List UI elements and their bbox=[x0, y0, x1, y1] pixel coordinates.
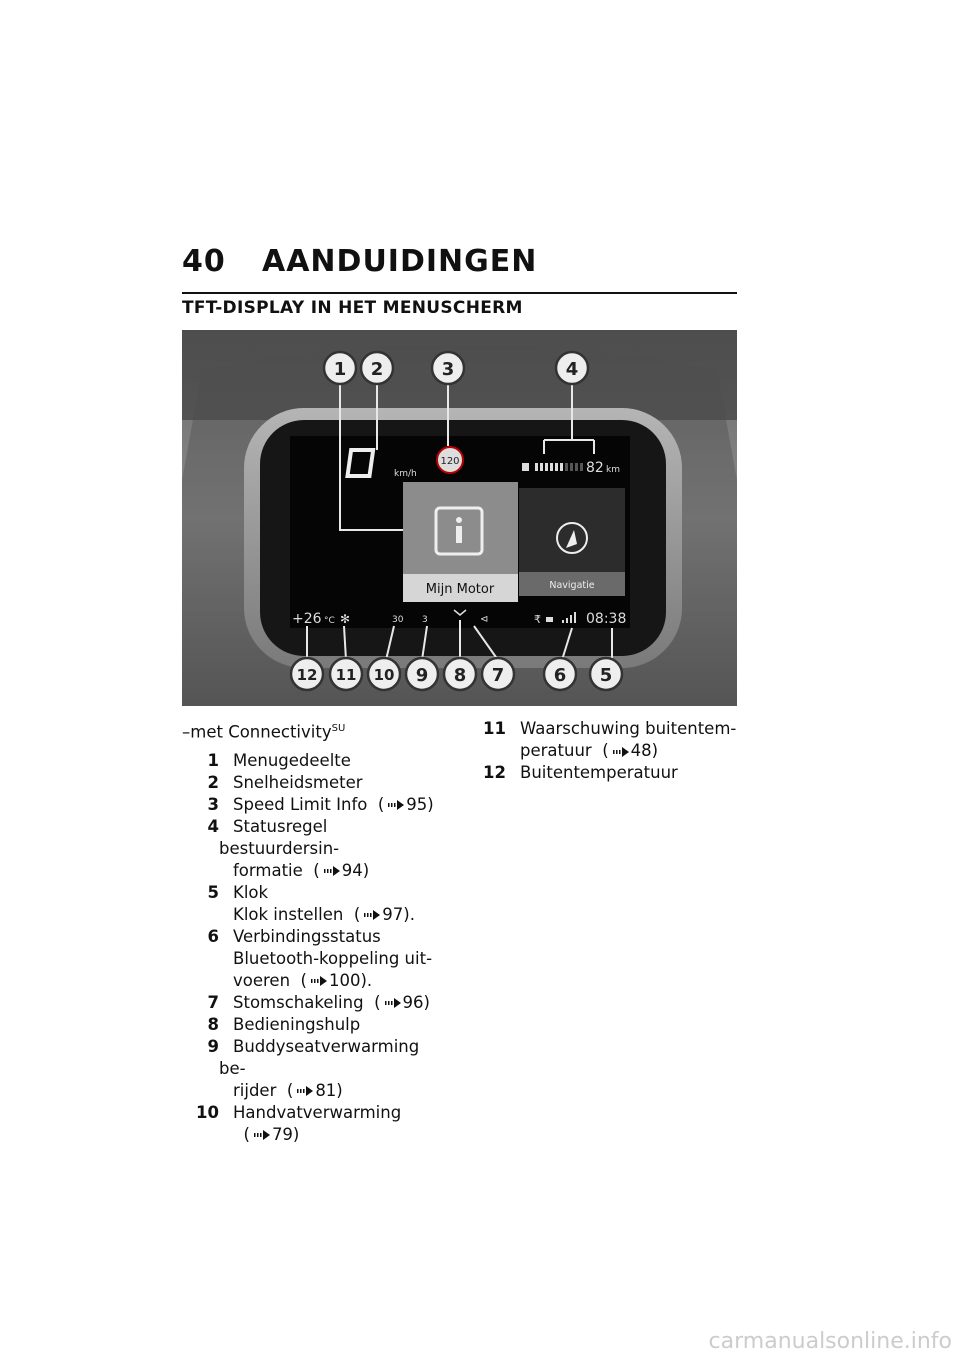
clock-value: 08:38 bbox=[586, 611, 627, 627]
page-reference[interactable]: ( 100). bbox=[290, 970, 373, 990]
page-reference[interactable]: ( 48) bbox=[591, 741, 659, 760]
legend-item-4 bbox=[182, 816, 450, 882]
legend-number: 6 bbox=[207, 926, 219, 946]
legend-number: 1 bbox=[207, 750, 219, 770]
range-value: 82 bbox=[586, 460, 604, 476]
section-title: TFT-DISPLAY IN HET MENUSCHERM bbox=[182, 298, 523, 318]
svg-text:7: 7 bbox=[491, 665, 505, 686]
legend-item-10 bbox=[182, 1102, 450, 1146]
page-reference[interactable]: ( 94) bbox=[302, 860, 370, 880]
tft-display-figure bbox=[182, 330, 737, 706]
page-reference[interactable]: ( 81) bbox=[276, 1080, 343, 1100]
temperature-value: +26 bbox=[292, 611, 322, 627]
legend-column-right bbox=[465, 718, 737, 784]
svg-text:2: 2 bbox=[370, 359, 384, 380]
callout-2 bbox=[361, 352, 393, 384]
callout-5 bbox=[590, 658, 622, 690]
legend-text: Buitentemperatuur bbox=[520, 763, 678, 782]
legend-item-9 bbox=[182, 1036, 450, 1102]
legend-number: 8 bbox=[207, 1014, 219, 1034]
header-rule bbox=[182, 292, 737, 294]
callout-4 bbox=[556, 352, 588, 384]
reference-arrow-icon bbox=[385, 998, 401, 1008]
legend-text: Waarschuwing buitentem- peratuur ( 48) bbox=[520, 719, 737, 760]
svg-text:12: 12 bbox=[296, 666, 318, 684]
page-header bbox=[182, 244, 537, 279]
chapter-title: AANDUIDINGEN bbox=[262, 244, 538, 279]
power-outlet-icon: ⊲ bbox=[480, 614, 489, 625]
legend-text: Snelheidsmeter bbox=[233, 772, 363, 792]
legend-number: 7 bbox=[207, 992, 219, 1012]
battery-icon bbox=[546, 617, 553, 622]
legend-column-left bbox=[182, 718, 450, 1146]
legend-text: Menugedeelte bbox=[233, 750, 351, 770]
callout-12 bbox=[291, 658, 323, 690]
legend-number: 11 bbox=[483, 719, 506, 738]
legend-text: Stomschakeling ( 96) bbox=[233, 992, 430, 1012]
page-reference[interactable]: ( 79) bbox=[233, 1124, 300, 1144]
phone-icon: ₹ bbox=[534, 613, 541, 626]
svg-text:11: 11 bbox=[335, 666, 357, 684]
legend-item-12 bbox=[465, 762, 737, 784]
svg-text:6: 6 bbox=[553, 665, 567, 686]
legend-number: 3 bbox=[207, 794, 219, 814]
reference-arrow-icon bbox=[297, 1086, 313, 1096]
legend-item-8 bbox=[182, 1014, 450, 1036]
legend-text: Handvatverwarming ( 79) bbox=[233, 1102, 402, 1144]
legend-item-6 bbox=[182, 926, 450, 992]
page-reference[interactable]: ( 97). bbox=[343, 904, 415, 924]
reference-arrow-icon bbox=[324, 866, 340, 876]
legend-text: Verbindingsstatus Bluetooth-koppeling uit- voeren ( 100). bbox=[233, 926, 433, 990]
watermark: carmanualsonline.info bbox=[708, 1329, 952, 1354]
legend-text: Klok Klok instellen ( 97). bbox=[233, 882, 415, 924]
svg-text:3: 3 bbox=[441, 359, 455, 380]
legend-number: 10 bbox=[196, 1102, 219, 1122]
legend-number: 5 bbox=[207, 882, 219, 902]
connectivity-note: –met Connectivity$^{SU}$ bbox=[182, 722, 346, 742]
legend-text: Buddyseatverwarming be- rijder ( 81) bbox=[219, 1036, 420, 1100]
grip-heating-level: 30 bbox=[392, 615, 404, 625]
callout-6 bbox=[544, 658, 576, 690]
svg-text:1: 1 bbox=[333, 359, 347, 380]
svg-text:5: 5 bbox=[599, 665, 613, 686]
legend-item-2 bbox=[182, 772, 450, 794]
callout-11 bbox=[330, 658, 362, 690]
legend-item-5 bbox=[182, 882, 450, 926]
svg-text:8: 8 bbox=[453, 665, 467, 686]
legend-item-3 bbox=[182, 794, 450, 816]
legend-item-11 bbox=[465, 718, 737, 762]
seat-heating-level: 3 bbox=[422, 615, 428, 625]
legend-item-1 bbox=[182, 750, 450, 772]
frost-warning-icon: ✻ bbox=[340, 612, 351, 626]
speed-limit-value: 120 bbox=[440, 456, 460, 467]
reference-arrow-icon bbox=[613, 747, 629, 757]
temperature-unit: °C bbox=[324, 616, 335, 626]
fuel-icon bbox=[522, 463, 529, 471]
reference-arrow-icon bbox=[311, 976, 327, 986]
reference-arrow-icon bbox=[364, 910, 380, 920]
range-unit: km bbox=[606, 465, 620, 475]
menu-label-right: Navigatie bbox=[549, 580, 595, 591]
legend-number: 4 bbox=[207, 816, 219, 836]
speed-unit: km/h bbox=[394, 469, 417, 479]
legend-number: 2 bbox=[207, 772, 219, 792]
callout-9 bbox=[406, 658, 438, 690]
callout-8 bbox=[444, 658, 476, 690]
legend-number: 12 bbox=[483, 763, 506, 782]
page-reference[interactable]: ( 96) bbox=[363, 992, 430, 1012]
legend-text: Bedieningshulp bbox=[233, 1014, 361, 1034]
menu-label-left: Mijn Motor bbox=[425, 582, 495, 597]
callout-10 bbox=[368, 658, 400, 690]
legend-text: Speed Limit Info ( 95) bbox=[233, 794, 434, 814]
svg-text:4: 4 bbox=[565, 359, 579, 380]
reference-arrow-icon bbox=[388, 800, 404, 810]
page-number: 40 bbox=[182, 244, 226, 279]
legend-text: Statusregel bestuurdersin- formatie ( 94) bbox=[219, 816, 370, 880]
reference-arrow-icon bbox=[254, 1130, 270, 1140]
legend-item-7 bbox=[182, 992, 450, 1014]
callout-1 bbox=[324, 352, 356, 384]
callout-7 bbox=[482, 658, 514, 690]
page-reference[interactable]: ( 95) bbox=[367, 794, 434, 814]
callout-3 bbox=[432, 352, 464, 384]
svg-text:9: 9 bbox=[415, 665, 429, 686]
legend-number: 9 bbox=[207, 1036, 219, 1056]
svg-text:10: 10 bbox=[373, 666, 395, 684]
